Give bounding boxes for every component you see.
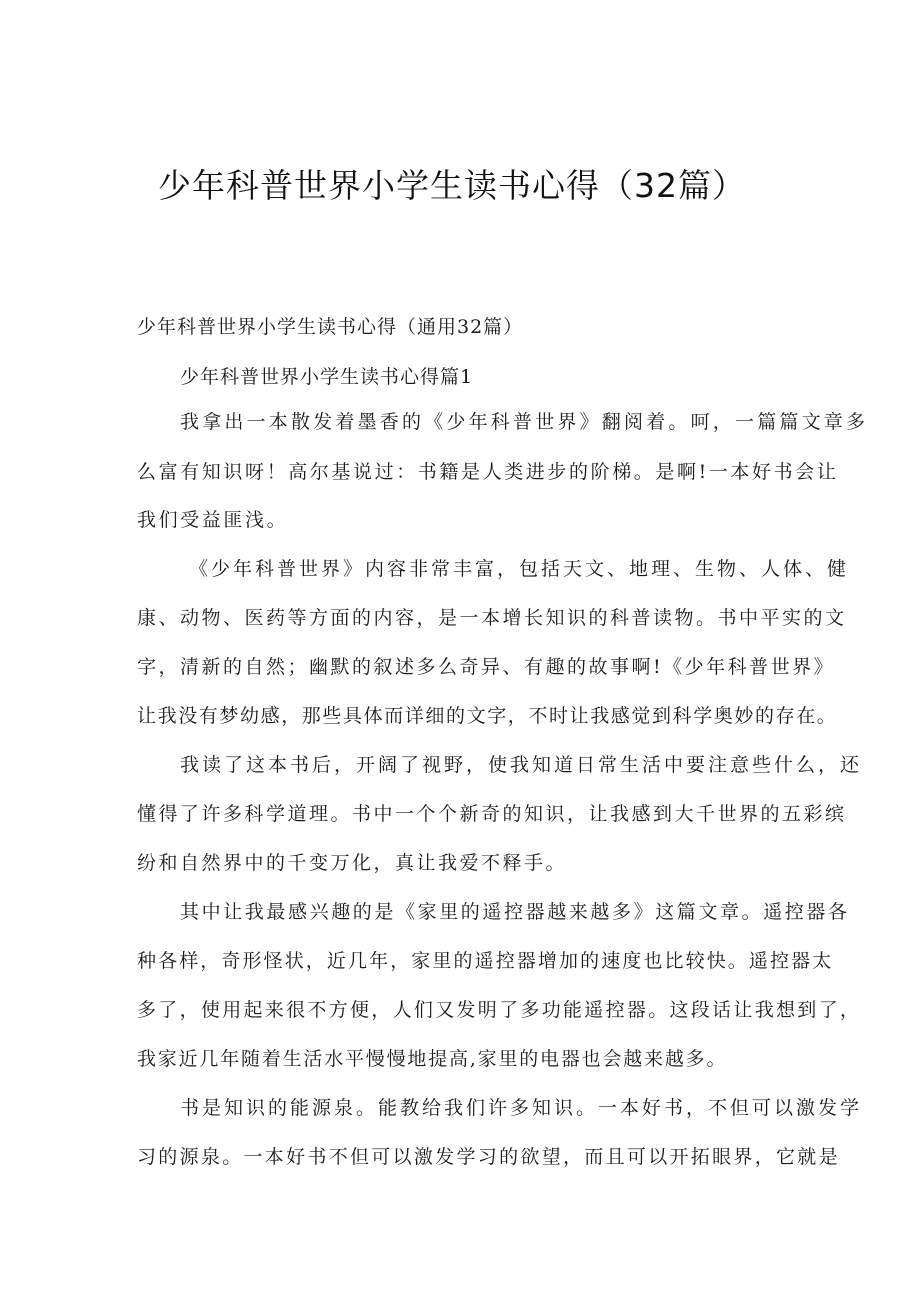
body-line: 种各样，奇形怪状，近几年，家里的遥控器增加的速度也比较快。遥控器太	[137, 950, 834, 972]
section-heading: 少年科普世界小学生读书心得篇1	[180, 366, 474, 388]
body-line: 我家近几年随着生活水平慢慢地提高,家里的电器也会越来越多。	[137, 1048, 728, 1070]
body-line: 懂得了许多科学道理。书中一个个新奇的知识，让我感到大千世界的五彩缤	[137, 803, 847, 825]
body-line: 纷和自然界中的千变万化，真让我爱不释手。	[137, 852, 568, 874]
body-line: 其中让我最感兴趣的是《家里的遥控器越来越多》这篇文章。遥控器各	[180, 901, 850, 923]
body-line: 我们受益匪浅。	[137, 509, 289, 531]
body-line: 书是知识的能源泉。能教给我们许多知识。一本好书，不但可以激发学	[180, 1097, 863, 1119]
body-line: 么富有知识呀！高尔基说过：书籍是人类进步的阶梯。是啊!一本好书会让	[137, 461, 839, 483]
body-line: 习的源泉。一本好书不但可以激发学习的欲望，而且可以开拓眼界，它就是	[137, 1146, 840, 1168]
body-line: 我拿出一本散发着墨香的《少年科普世界》翻阅着。呵，一篇篇文章多	[180, 411, 869, 433]
body-line: 《少年科普世界》内容非常丰富，包括天文、地理、生物、人体、健	[189, 558, 850, 580]
document-subtitle: 少年科普世界小学生读书心得（通用32篇）	[137, 316, 524, 338]
body-line: 多了，使用起来很不方便，人们又发明了多功能遥控器。这段话让我想到了，	[137, 999, 862, 1021]
body-line: 让我没有梦幼感，那些具体而详细的文字，不时让我感觉到科学奥妙的存在。	[137, 705, 838, 727]
body-line: 字，清新的自然；幽默的叙述多么奇异、有趣的故事啊!《少年科普世界》	[137, 656, 836, 678]
document-title: 少年科普世界小学生读书心得（32篇）	[158, 166, 746, 205]
body-line: 康、动物、医药等方面的内容，是一本增长知识的科普读物。书中平实的文	[137, 607, 847, 629]
body-line: 我读了这本书后，开阔了视野，使我知道日常生活中要注意些什么，还	[180, 754, 863, 776]
